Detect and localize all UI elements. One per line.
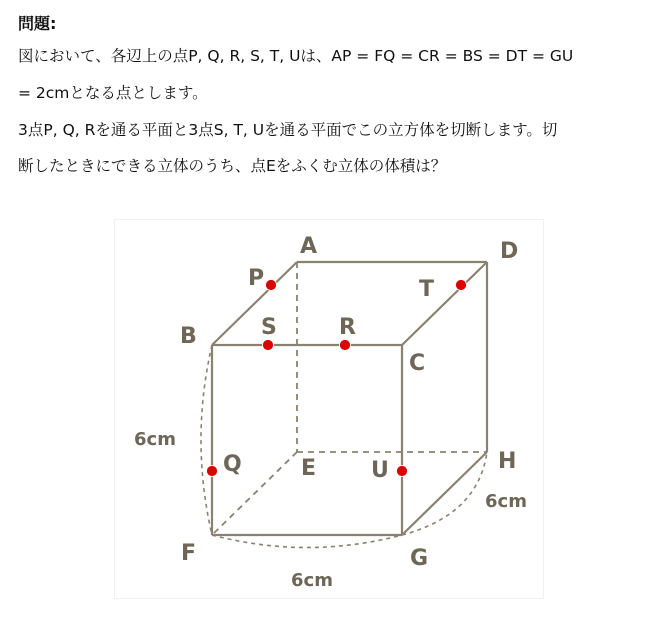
label-A: A — [300, 234, 318, 259]
label-C: C — [409, 351, 426, 376]
label-D: D — [500, 239, 519, 264]
problem-line-3: 3点P, Q, Rを通る平面と3点S, T, Uを通る平面でこの立方体を切断します。切 — [18, 121, 558, 139]
point-Q — [207, 466, 218, 477]
problem-line-4: 断したときにできる立体のうち、点Eをふくむ立体の体積は？ — [18, 157, 447, 175]
label-E: E — [301, 456, 317, 481]
label-U: U — [371, 458, 389, 483]
edge-DC — [402, 262, 487, 345]
label-R: R — [339, 315, 356, 340]
dimension-bottom-label: 6cm — [291, 570, 333, 591]
point-R — [340, 340, 351, 351]
dimension-left-label: 6cm — [134, 429, 176, 450]
label-B: B — [180, 324, 197, 349]
problem-heading: 問題: — [18, 14, 57, 33]
label-H: H — [498, 449, 517, 474]
dimension-arcs — [201, 345, 487, 548]
problem-line-1: 図において、各辺上の点P, Q, R, S, T, Uは、AP = FQ = CR = BS = DT = GU — [18, 47, 574, 65]
label-T: T — [419, 277, 435, 302]
problem-line-2: = 2cmとなる点とします。 — [18, 84, 208, 102]
dimension-right-label: 6cm — [485, 491, 527, 512]
label-F: F — [181, 541, 197, 566]
label-G: G — [410, 546, 429, 571]
edge-GH — [402, 452, 487, 535]
dimension-arc-left — [201, 345, 212, 535]
label-P: P — [248, 266, 265, 291]
point-U — [397, 466, 408, 477]
point-S — [263, 340, 274, 351]
label-S: S — [261, 315, 277, 340]
dimension-arc-bottom — [212, 535, 402, 548]
section-points — [207, 280, 467, 477]
label-Q: Q — [223, 452, 242, 477]
point-T — [456, 280, 467, 291]
point-P — [266, 280, 277, 291]
